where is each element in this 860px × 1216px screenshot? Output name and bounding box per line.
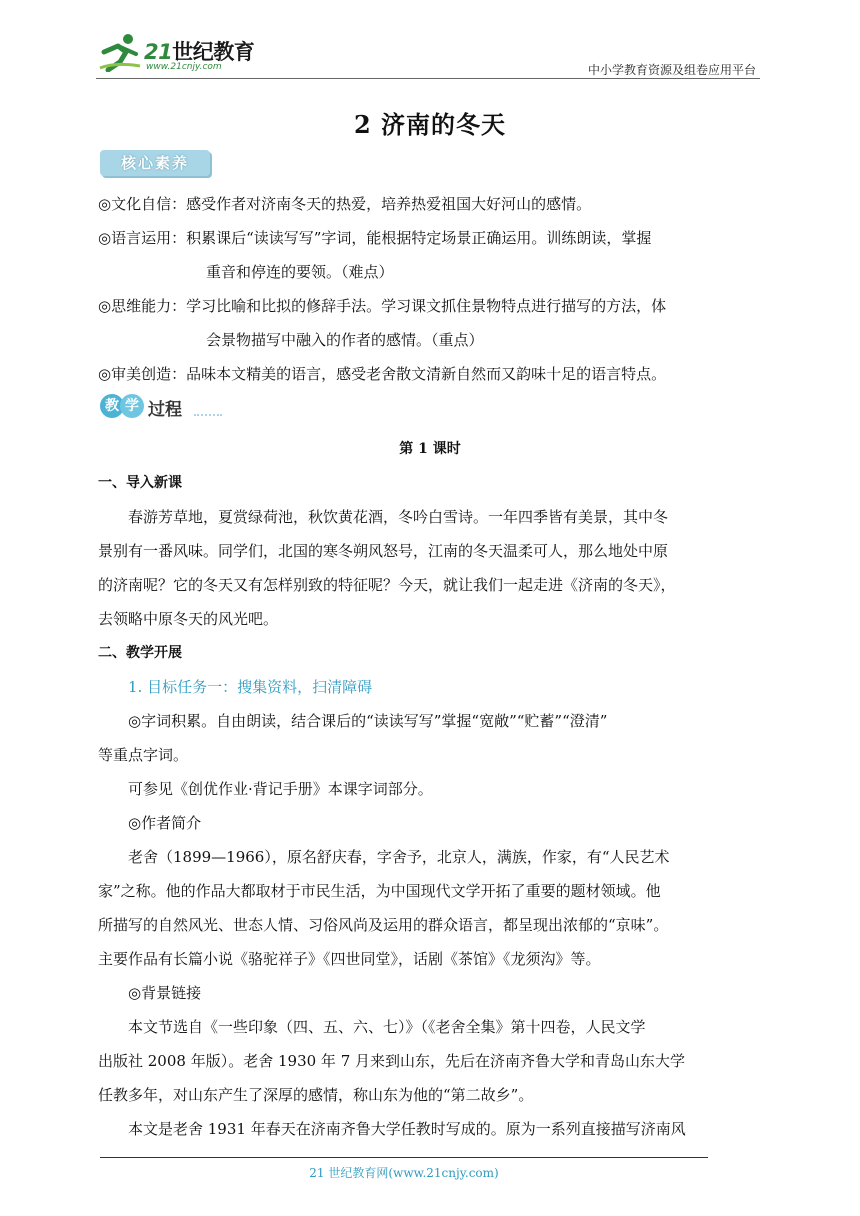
paragraph-line: 景别有一番风味。同学们，北国的寒冬朔风怒号，江南的冬天温柔可人，那么地处中原 xyxy=(98,542,669,560)
task-heading: 1. 目标任务一：搜集资料，扫清障碍 xyxy=(98,678,373,696)
paragraph-line: 老舍（1899—1966），原名舒庆春，字舍予，北京人，满族，作家，有“人民艺术 xyxy=(98,848,670,866)
paragraph-line: ◎作者简介 xyxy=(98,814,202,832)
paragraph-line: 本文是老舍 1931 年春天在济南齐鲁大学任教时写成的。原为一系列直接描写济南风 xyxy=(98,1120,686,1138)
paragraph-line: 所描写的自然风光、世态人情、习俗风尚及运用的群众语言，都呈现出浓郁的“京味”。 xyxy=(98,916,669,934)
paragraph-line: 出版社 2008 年版）。老舍 1930 年 7 月来到山东，先后在济南齐鲁大学和青岛山东大学 xyxy=(98,1052,686,1070)
literacy-item: ◎文化自信：感受作者对济南冬天的热爱，培养热爱祖国大好河山的感情。 xyxy=(98,195,592,213)
paragraph-line: 去领略中原冬天的风光吧。 xyxy=(98,610,279,628)
literacy-item-cont: 会景物描写中融入的作者的感情。（重点） xyxy=(206,331,484,349)
paragraph-line: 的济南呢？它的冬天又有怎样别致的特征呢？今天，就让我们一起走进《济南的冬天》， xyxy=(98,576,676,594)
paragraph-line: 春游芳草地，夏赏绿荷池，秋饮黄花酒，冬吟白雪诗。一年四季皆有美景，其中冬 xyxy=(98,508,669,526)
lesson-title: 2 济南的冬天 xyxy=(353,110,507,139)
literacy-item: ◎审美创造：品味本文精美的语言，感受老舍散文清新自然而又韵味十足的语言特点。 xyxy=(98,365,667,383)
site-logo xyxy=(96,30,266,74)
paragraph-line: 主要作品有长篇小说《骆驼祥子》《四世同堂》，话剧《茶馆》《龙须沟》等。 xyxy=(98,950,601,968)
footer-link[interactable]: 21 世纪教育网(www.21cnjy.com) xyxy=(309,1166,499,1180)
platform-name: 中小学教育资源及组卷应用平台 xyxy=(587,63,756,77)
section-heading: 一、导入新课 xyxy=(98,475,182,491)
paragraph-line: 可参见《创优作业·背记手册》本课字词部分。 xyxy=(98,780,433,798)
paragraph-line: ◎字词积累。自由朗读，结合课后的“读读写写”掌握“宽敞”“贮蓄”“澄清” xyxy=(98,712,608,730)
lesson-period: 第 1 课时 xyxy=(399,441,461,457)
paragraph-line: 任教多年，对山东产生了深厚的感情，称山东为他的“第二故乡”。 xyxy=(98,1086,534,1104)
paragraph-line: 家”之称。他的作品大都取材于市民生活，为中国现代文学开拓了重要的题材领域。他 xyxy=(98,882,661,900)
footer-divider xyxy=(100,1157,708,1158)
paragraph-line: ◎背景链接 xyxy=(98,984,202,1002)
paragraph-line: 等重点字词。 xyxy=(98,746,189,764)
literacy-item-cont: 重音和停连的要领。（难点） xyxy=(206,263,394,281)
page-header xyxy=(96,30,760,79)
section-heading: 二、教学开展 xyxy=(98,645,182,661)
logo-url: www.21cnjy.com xyxy=(146,62,222,72)
literacy-item: ◎思维能力：学习比喻和比拟的修辞手法。学习课文抓住景物特点进行描写的方法，体 xyxy=(98,297,667,315)
paragraph-line: 本文节选自《一些印象（四、五、六、七）》（《老舍全集》第十四卷，人民文学 xyxy=(98,1018,646,1036)
teaching-process-badge: 教 学 过程 xyxy=(100,394,220,424)
runner-logo-icon xyxy=(96,32,142,72)
core-literacy-badge: 核心素养 xyxy=(100,150,210,176)
logo-text: 21世纪教育 xyxy=(144,40,255,64)
literacy-item: ◎语言运用：积累课后“读读写写”字词，能根据特定场景正确运用。训练朗读，掌握 xyxy=(98,229,652,247)
